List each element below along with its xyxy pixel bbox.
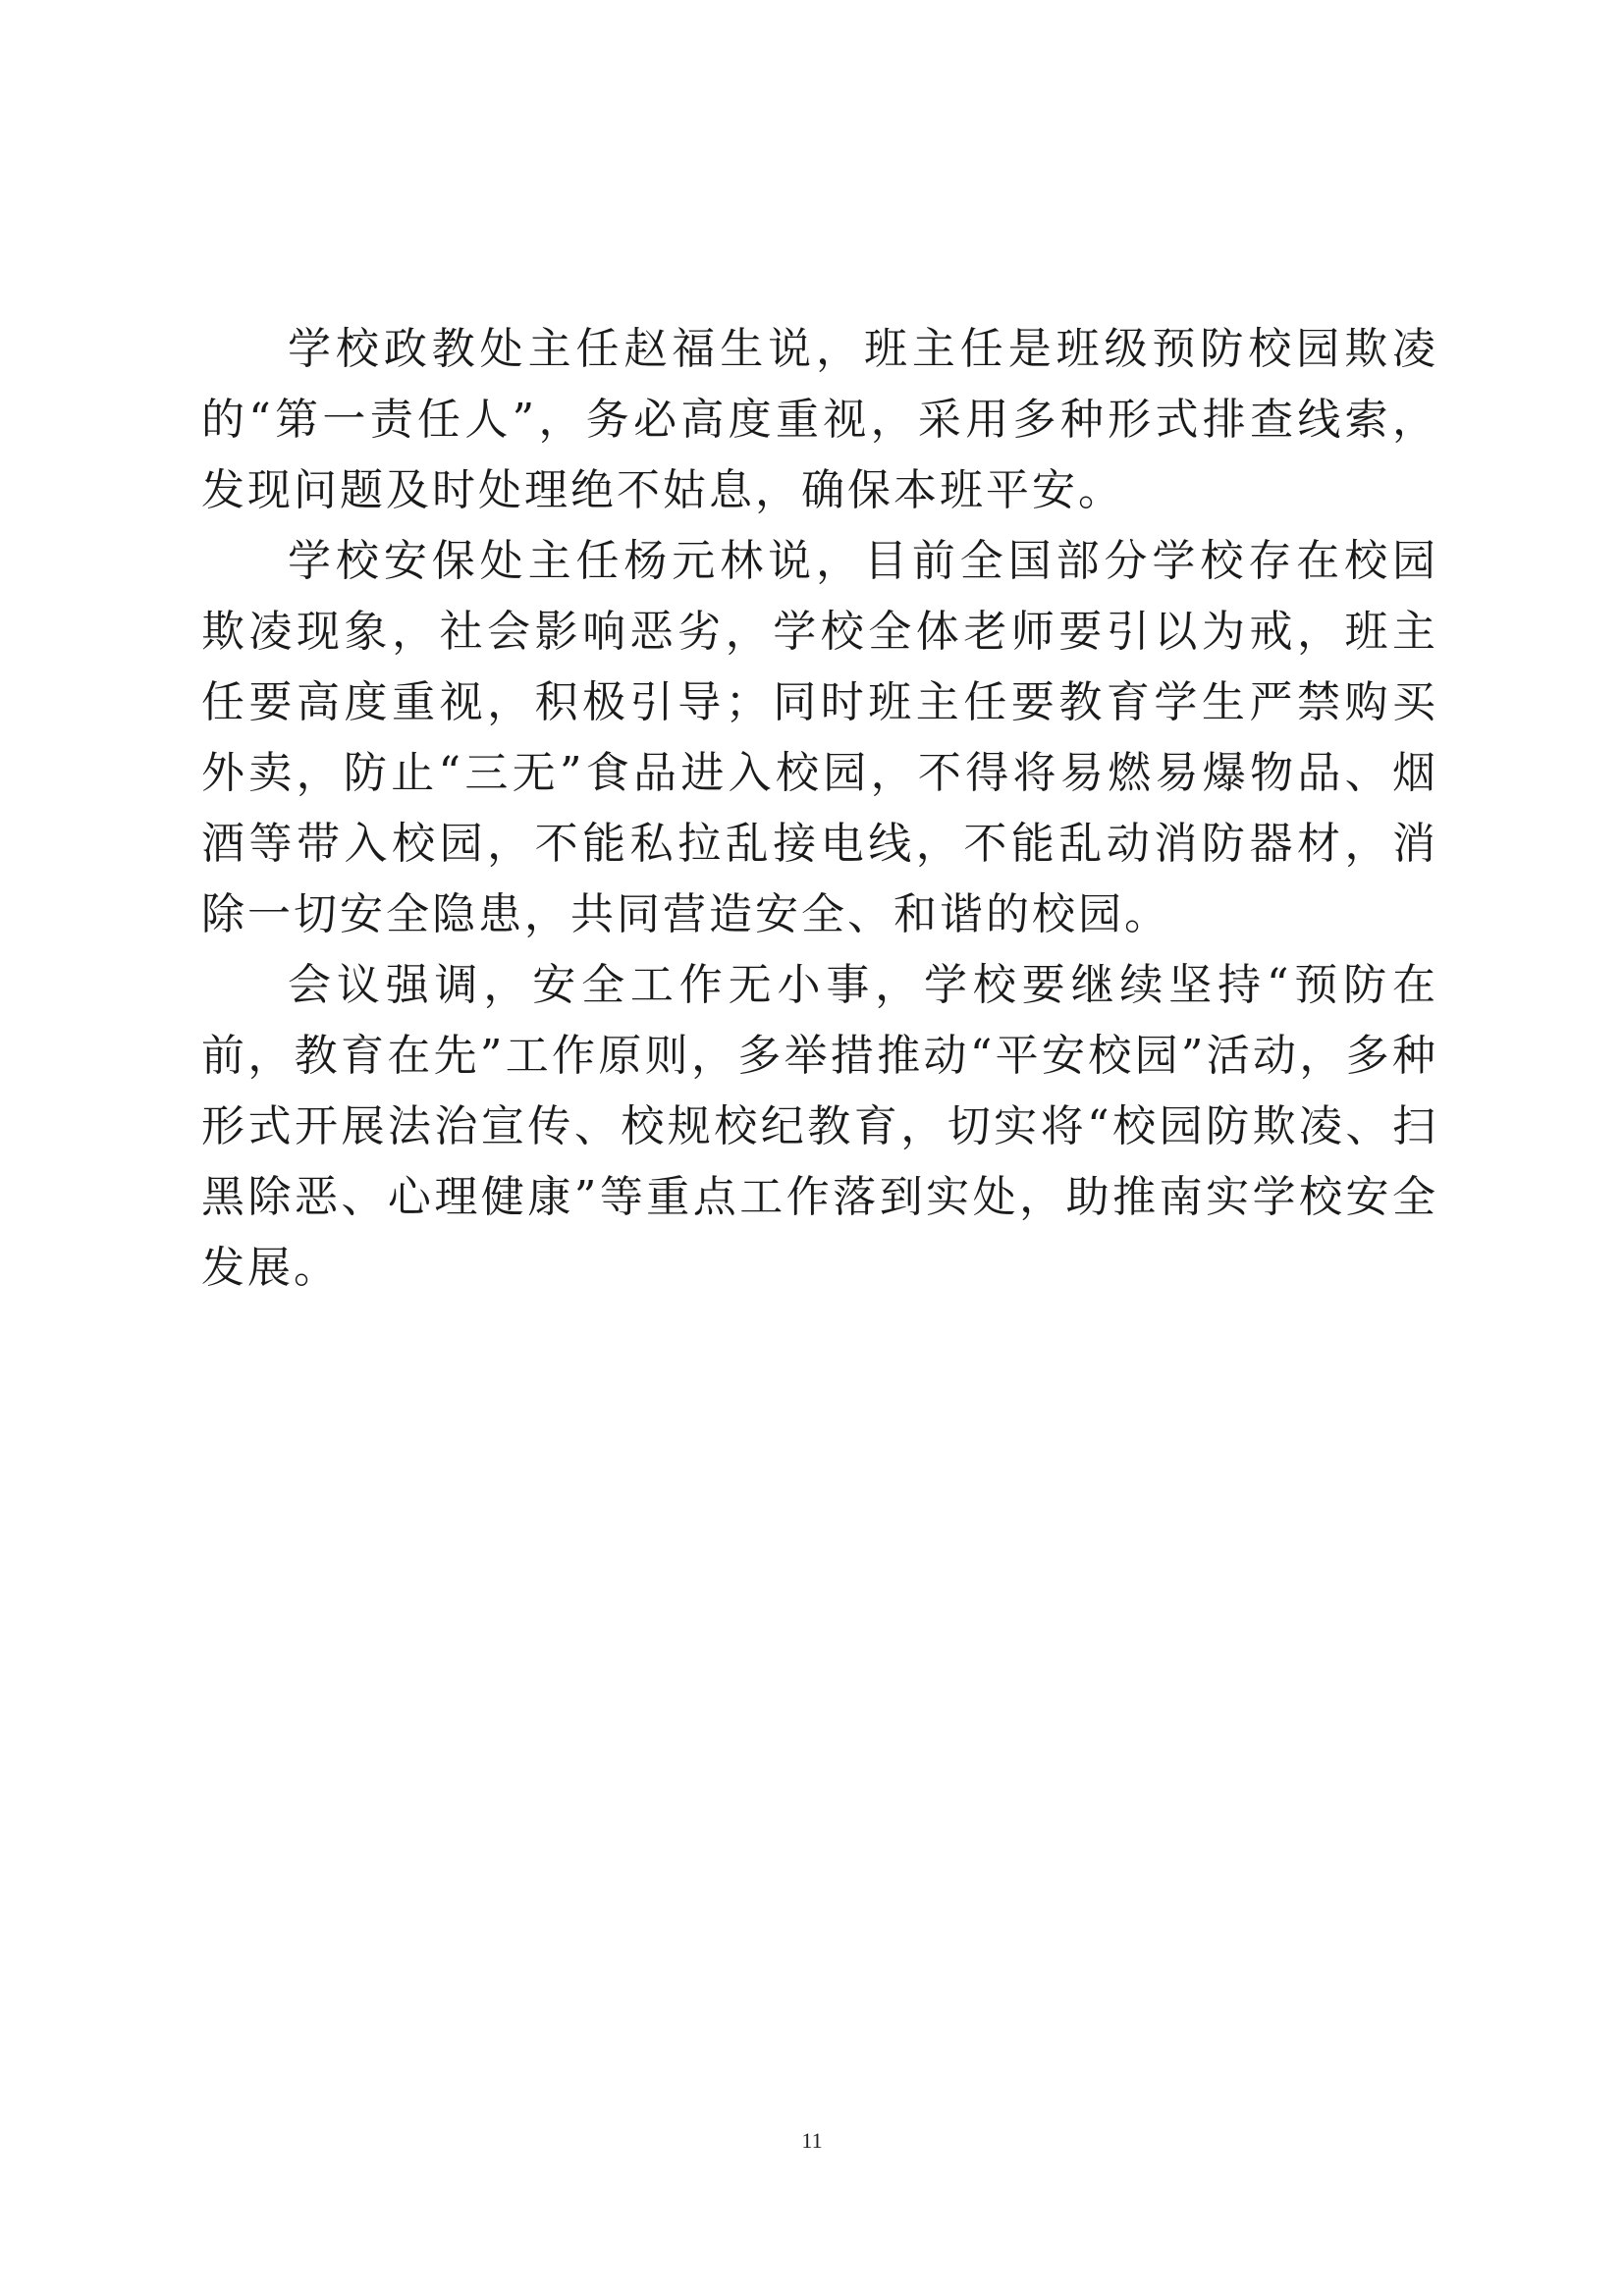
page-number: 11 (801, 2128, 823, 2153)
paragraph-security-office: 学校安保处主任杨元林说，目前全国部分学校存在校园欺凌现象，社会影响恶劣，学校全体老师要引以为戒，班主任要高度重视，积极引导；同时班主任要教育学生严禁购买外卖，防止“三无”食品进入校园，不得将易燃易爆物品、烟酒等带入校园，不能私拉乱接电线，不能乱动消防器材，消除一切安全隐患，共同营造安全、和谐的校园。 (201, 536, 1438, 939)
paragraph-head-teacher-responsibility: 学校政教处主任赵福生说，班主任是班级预防校园欺凌的“第一责任人”，务必高度重视，采用多种形式排查线索，发现问题及时处理绝不姑息，确保本班平安。 (201, 324, 1438, 515)
paragraph-meeting-emphasis: 会议强调，安全工作无小事，学校要继续坚持“预防在前，教育在先”工作原则，多举措推动“平安校园”活动，多种形式开展法治宣传、校规校纪教育，切实将“校园防欺凌、扫黑除恶、心理健康”等重点工作落到实处，助推南实学校安全发展。 (201, 960, 1438, 1293)
document-body (201, 314, 1438, 1304)
